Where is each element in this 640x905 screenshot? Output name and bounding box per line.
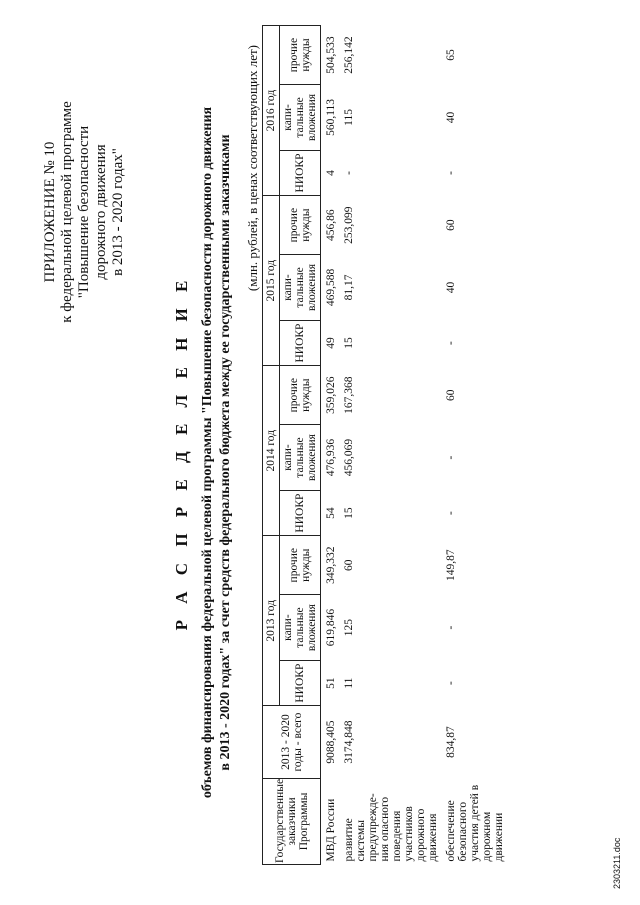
value-cell: 149,87 [445, 549, 457, 582]
value-cell: 65 [445, 49, 457, 61]
appendix-line: к федеральной целевой программе [59, 101, 75, 323]
table-row [321, 26, 340, 865]
header-other: прочие нужды [280, 26, 321, 85]
value-cell: 456,069 [343, 438, 355, 477]
header-niokr: НИОКР [280, 320, 321, 365]
value-cell: - [445, 171, 457, 175]
value-cell: 40 [445, 111, 457, 124]
header-customers: Государственные заказчики Программы [263, 778, 321, 864]
total-cell: 834,87 [445, 726, 457, 758]
value-cell: - [445, 625, 457, 630]
total-cell: 3174,848 [343, 720, 355, 764]
customer-cell: МВД России [325, 798, 337, 862]
value-cell: 11 [343, 677, 355, 689]
header-year-2014: 2014 год [263, 366, 280, 536]
total-cell: 9088,405 [325, 720, 337, 764]
customer-cell: обеспечение безопасного участия детей в дорожном движении [445, 784, 505, 862]
units-note: (млн. рублей, в ценах соответствующих лет) [245, 45, 260, 292]
header-year-2016: 2016 год [263, 26, 280, 196]
table-row [339, 26, 441, 865]
value-cell: 456,86 [325, 209, 337, 241]
header-total-label: годы - всего [291, 712, 304, 772]
header-niokr: НИОКР [280, 490, 321, 535]
header-other: прочие нужды [280, 196, 321, 255]
header-year-2015: 2015 год [263, 196, 280, 366]
value-cell: - [445, 511, 457, 515]
appendix-block [42, 52, 127, 372]
value-cell: 560,113 [325, 98, 337, 136]
value-cell: 253,099 [343, 206, 355, 244]
value-cell: 54 [325, 507, 337, 519]
value-cell: 256,142 [343, 36, 355, 74]
header-capital: капи- тальные вложения [280, 255, 321, 321]
value-cell: - [445, 455, 457, 460]
header-total [263, 706, 321, 779]
value-cell: 167,368 [343, 376, 355, 414]
appendix-number: ПРИЛОЖЕНИЕ № 10 [42, 141, 58, 283]
document-subtitle-line-1: объемов финансирования федеральной целевой программы "Повышение безопасности дорожного движения [200, 106, 215, 799]
header-total-period: 2013 - 2020 [279, 714, 292, 770]
value-cell: 349,332 [325, 546, 337, 584]
value-cell: 115 [343, 109, 355, 126]
value-cell: 476,936 [325, 438, 337, 477]
value-cell: 40 [445, 281, 457, 294]
value-cell: 60 [343, 559, 355, 571]
appendix-line: "Повышение безопасности [76, 125, 92, 299]
document-subtitle-line-2: в 2013 - 2020 годах" за счет средств федерального бюджета между ее государственными заказчиками [218, 134, 233, 771]
header-capital: капи- тальные вложения [280, 85, 321, 151]
value-cell: - [343, 171, 355, 175]
value-cell: 51 [325, 677, 337, 689]
header-year-2013: 2013 год [263, 536, 280, 706]
header-row-years [263, 26, 280, 865]
document-title: Р А С П Р Е Д Е Л Е Н И Е [172, 274, 191, 631]
value-cell: 125 [343, 618, 355, 637]
value-cell: 15 [343, 337, 355, 349]
table-row [441, 26, 507, 865]
value-cell: 60 [445, 219, 457, 231]
value-cell: 81,17 [343, 274, 355, 301]
value-cell: 619,846 [325, 608, 337, 647]
header-other: прочие нужды [280, 536, 321, 595]
value-cell: 504,533 [325, 36, 337, 74]
value-cell: 60 [445, 389, 457, 401]
appendix-line: в 2013 - 2020 годах" [110, 148, 126, 276]
header-niokr: НИОКР [280, 150, 321, 195]
value-cell: - [445, 681, 457, 686]
value-cell: - [445, 341, 457, 345]
file-name-footer: 2303211.doc [612, 837, 622, 889]
header-capital: капи- тальные вложения [280, 425, 321, 491]
customer-cell: развитие системы предупрежде- ния опасного поведения участников дорожного движения [343, 793, 439, 862]
header-capital: капи- тальные вложения [280, 595, 321, 661]
value-cell: 469,588 [325, 268, 337, 307]
value-cell: 15 [343, 507, 355, 519]
value-cell: 359,026 [325, 376, 337, 414]
distribution-table [262, 25, 507, 865]
value-cell: 49 [325, 337, 337, 349]
header-niokr: НИОКР [280, 660, 321, 705]
value-cell: 4 [325, 170, 337, 176]
header-other: прочие нужды [280, 366, 321, 425]
appendix-line: дорожного движения [93, 144, 109, 280]
